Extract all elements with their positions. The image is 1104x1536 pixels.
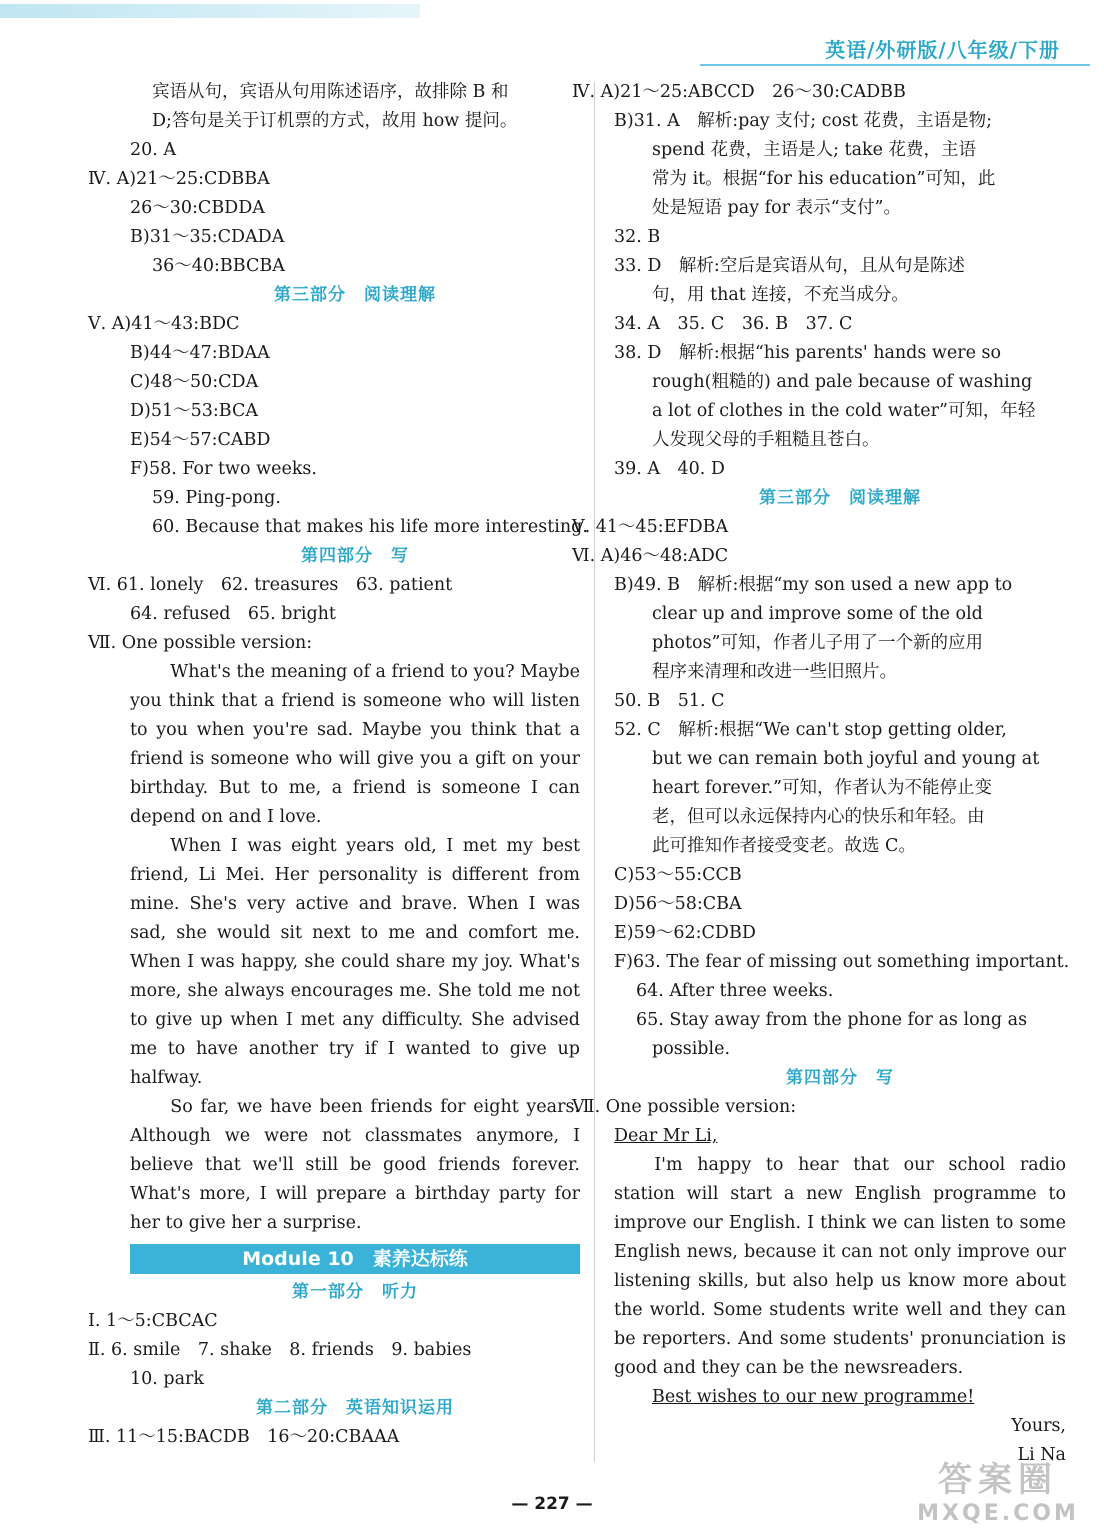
header-title: 英语/外研版/八年级/下册 [825, 38, 1060, 62]
page-number: — 227 — [511, 1494, 593, 1514]
answer-line: 52. C 解析:根据“We can't stop getting older, [614, 720, 1007, 740]
answer-line: a lot of clothes in the cold water”可知，年轻 [652, 401, 1036, 421]
watermark-url: MXQE.COM [917, 1501, 1079, 1526]
watermark-text: 答案圈 [938, 1460, 1058, 1500]
module-title-bar: Module 10 素养达标练 [130, 1244, 580, 1274]
answer-line: E)54～57:CABD [130, 430, 271, 450]
answer-line: 26～30:CBDDA [130, 198, 265, 218]
answer-line: but we can remain both joyful and young at [652, 749, 1040, 769]
section-heading: 第三部分 阅读理解 [759, 488, 921, 508]
answer-line: Ⅶ. One possible version: [88, 633, 313, 653]
answer-line: Ⅵ. A)46～48:ADC [572, 546, 729, 566]
answer-line: 32. B [614, 227, 661, 247]
answer-line: 10. park [130, 1369, 204, 1389]
answer-line: 65. Stay away from the phone for as long as [636, 1010, 1028, 1030]
answer-line: B)44～47:BDAA [130, 343, 270, 363]
answer-line: 处是短语 pay for 表示“支付”。 [652, 198, 901, 218]
answer-line: 老，但可以永远保持内心的快乐和年轻。由 [652, 807, 985, 827]
answer-line: 64. After three weeks. [636, 981, 834, 1001]
answer-line: Dear Mr Li, [614, 1126, 718, 1146]
essay-paragraph: So far, we have been friends for eight years. Although we were not classmates anymore, I believe that we'll still be good friends forever. What's more, I will prepare a birthday party for her to give her a surprise. [130, 1097, 580, 1233]
answer-line: Ⅲ. 11～15:BACDB 16～20:CBAAA [88, 1427, 400, 1447]
answer-line: Best wishes to our new programme! [652, 1387, 975, 1407]
answer-line: rough(粗糙的) and pale because of washing [652, 372, 1033, 392]
answer-line: Ⅱ. 6. smile 7. shake 8. friends 9. babies [88, 1340, 472, 1360]
answer-line: possible. [652, 1039, 731, 1059]
answer-line: 20. A [130, 140, 177, 160]
answer-line: Li Na [1017, 1445, 1066, 1465]
answer-line: 38. D 解析:根据“his parents' hands were so [614, 343, 1002, 363]
answer-line: 句，用 that 连接，不充当成分。 [652, 285, 909, 305]
answer-line: D)51～53:BCA [130, 401, 259, 421]
answer-line: Ⅴ. A)41～43:BDC [88, 314, 240, 334]
section-heading: 第四部分 写 [301, 546, 409, 566]
answer-line: 程序来清理和改进一些旧照片。 [652, 662, 897, 682]
answer-line: spend 花费，主语是人; take 花费，主语 [652, 140, 977, 160]
answer-line: 33. D 解析:空后是宾语从句，且从句是陈述 [614, 256, 965, 276]
answer-line: Yours, [1011, 1416, 1066, 1436]
answer-line: B)31. A 解析:pay 支付; cost 花费，主语是物; [614, 111, 992, 131]
header-decoration [0, 4, 420, 18]
answer-line: 59. Ping-pong. [152, 488, 281, 508]
essay-paragraph: When I was eight years old, I met my best friend, Li Mei. Her personality is different from mine. She's very active and brave. When I was sad, she would sit next to me and comfort me. When I was happy, she could share my joy. What's more, she always encourages me. She told me not to give up when I met any difficulty. She advised me to have another try if I wanted to give up halfway. [130, 836, 580, 1088]
answer-line: F)63. The fear of missing out something important. [614, 952, 1070, 972]
answer-line: 常为 it。根据“for his education”可知，此 [652, 169, 996, 189]
column-divider [594, 82, 595, 1462]
section-heading: 第一部分 听力 [292, 1282, 418, 1302]
page-header [0, 0, 1104, 70]
answer-line: E)59～62:CDBD [614, 923, 756, 943]
essay-paragraph: I'm happy to hear that our school radio station will start a new English programme to improve our English. I think we can listen to some English news, because it can not only improve our listening skills, but also help us know more about the world. Some students write well and they can be reporters. And some students' pronunciation is good and they can be the newsreaders. [614, 1155, 1066, 1378]
answer-line: Ⅴ. 41～45:EFDBA [572, 517, 729, 537]
answer-line: B)31～35:CDADA [130, 227, 285, 247]
answer-line: B)49. B 解析:根据“my son used a new app to [614, 575, 1013, 595]
answer-line: Ⅶ. One possible version: [572, 1097, 797, 1117]
section-heading: 第二部分 英语知识运用 [256, 1398, 454, 1418]
answer-line: C)48～50:CDA [130, 372, 259, 392]
answer-line: D;答句是关于订机票的方式，故用 how 提问。 [152, 111, 518, 131]
answer-line: 50. B 51. C [614, 691, 725, 711]
header-rule [700, 64, 1090, 66]
answer-line: 宾语从句，宾语从句用陈述语序，故排除 B 和 [152, 82, 509, 102]
left-column [88, 78, 588, 1452]
answer-line: photos”可知，作者儿子用了一个新的应用 [652, 633, 984, 653]
answer-line: D)56～58:CBA [614, 894, 742, 914]
watermark-logo [898, 1452, 1098, 1532]
answer-line: C)53～55:CCB [614, 865, 742, 885]
right-column [572, 78, 1070, 1470]
answer-line: 34. A 35. C 36. B 37. C [614, 314, 853, 334]
section-heading: 第三部分 阅读理解 [274, 285, 436, 305]
answer-line: Ⅳ. A)21～25:CDBBA [88, 169, 270, 189]
answer-line: 39. A 40. D [614, 459, 725, 479]
answer-line: Ⅳ. A)21～25:ABCCD 26～30:CADBB [572, 82, 906, 102]
answer-line: 此可推知作者接受变老。故选 C。 [652, 836, 916, 856]
answer-line: heart forever.”可知，作者认为不能停止变 [652, 778, 992, 798]
answer-line: clear up and improve some of the old [652, 604, 983, 624]
answer-line: 36～40:BBCBA [152, 256, 285, 276]
answer-line: 64. refused 65. bright [130, 604, 336, 624]
answer-line: Ⅵ. 61. lonely 62. treasures 63. patient [88, 575, 453, 595]
answer-line: Ⅰ. 1～5:CBCAC [88, 1311, 218, 1331]
section-heading: 第四部分 写 [786, 1068, 894, 1088]
answer-line: 60. Because that makes his life more interesting. [152, 517, 588, 537]
essay-paragraph: What's the meaning of a friend to you? Maybe you think that a friend is someone who will listen to you when you're sad. Maybe you think that a friend is someone who will give you a gift on your birthday. But to me, a friend is someone I can depend on and I love. [130, 662, 580, 827]
answer-line: 人发现父母的手粗糙且苍白。 [652, 430, 880, 450]
answer-line: F)58. For two weeks. [130, 459, 317, 479]
